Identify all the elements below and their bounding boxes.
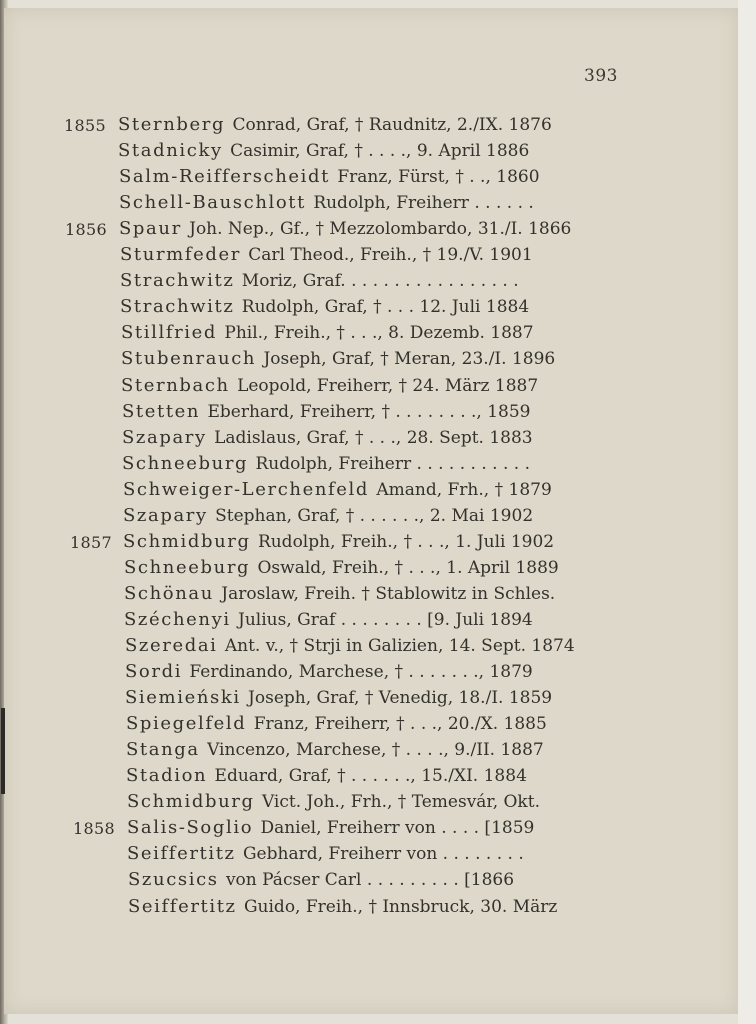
entry-name: [123, 531, 554, 552]
entry-details: Ant. v., † Strji in Galizien, 14. Sept. 1874: [224, 636, 575, 656]
entry-year: 1857: [70, 532, 112, 552]
entry-surname: Széchenyi: [124, 608, 231, 630]
entry-details: Ladislaus, Graf, † . . ., 28. Sept. 1883: [214, 427, 533, 448]
entry-surname: Salis-Soglio: [127, 817, 254, 839]
entry-name: [124, 609, 533, 630]
entry-row: [0, 529, 756, 555]
entry-name: [119, 192, 534, 213]
entry-surname: Seiffertitz: [128, 895, 237, 917]
entry-details: Eberhard, Freiherr, † . . . . . . . ., 1859: [207, 401, 531, 422]
entry-details: Franz, Freiherr, † . . ., 20./X. 1885: [253, 714, 547, 735]
entry-name: [121, 348, 555, 369]
entry-surname: Stadion: [126, 765, 208, 787]
entry-details: Amand, Frh., † 1879: [376, 479, 552, 500]
entry-row: [0, 190, 756, 216]
entry-surname: Schneeburg: [122, 452, 249, 474]
entry-details: Ferdinando, Marchese, † . . . . . . ., 1879: [189, 662, 533, 683]
entry-details: Oswald, Freih., † . . ., 1. April 1889: [257, 557, 559, 578]
entry-name: [120, 296, 529, 317]
entry-row: [0, 633, 756, 659]
entry-surname: Szapary: [123, 504, 208, 526]
entry-row: [0, 894, 756, 920]
entry-surname: Schmidburg: [123, 530, 251, 552]
entry-details: Casimir, Graf, † . . . ., 9. April 1886: [230, 141, 530, 162]
entry-details: Joseph, Graf, † Venedig, 18./I. 1859: [248, 688, 553, 709]
entry-name: [120, 270, 519, 291]
entry-name: [122, 401, 531, 422]
entry-row: [0, 399, 756, 425]
entry-surname: Stillfried: [121, 322, 218, 344]
entry-row: [0, 763, 756, 789]
entry-surname: Stubenrauch: [121, 348, 257, 370]
entry-details: Moriz, Graf. . . . . . . . . . . . . . . . .: [241, 271, 519, 292]
entry-row: [0, 711, 756, 737]
entry-surname: Sternbach: [121, 374, 230, 396]
entry-name: [126, 713, 547, 734]
entry-details: Stephan, Graf, † . . . . . ., 2. Mai 1902: [215, 505, 534, 526]
entry-details: Joseph, Graf, † Meran, 23./I. 1896: [263, 349, 556, 370]
entry-year: 1856: [65, 220, 107, 240]
entry-name: [127, 791, 540, 812]
entry-surname: Sturmfeder: [120, 244, 241, 266]
entry-row: [0, 685, 756, 711]
entry-surname: Stadnicky: [118, 140, 223, 162]
entry-surname: Sternberg: [118, 114, 226, 135]
entry-name: [119, 218, 571, 239]
entry-details: Conrad, Graf, † Raudnitz, 2./IX. 1876: [232, 115, 552, 135]
entry-row: [0, 581, 756, 607]
entry-row: [0, 477, 756, 503]
entry-name: [121, 322, 534, 343]
entry-name: [125, 661, 533, 682]
entry-row: [0, 841, 756, 867]
entry-surname: Szucsics: [128, 869, 219, 891]
entry-row: [0, 451, 756, 477]
entry-surname: Salm-Reifferscheidt: [119, 166, 330, 188]
entry-name: [119, 166, 540, 187]
entry-surname: Spiegelfeld: [126, 713, 247, 735]
entry-details: Rudolph, Graf, † . . . 12. Juli 1884: [241, 297, 530, 318]
entry-row: [0, 867, 756, 893]
entry-row: [0, 815, 756, 841]
entry-year: 1858: [73, 819, 115, 839]
entry-row: [0, 555, 756, 581]
entry-name: [118, 114, 552, 135]
entry-row: [0, 659, 756, 685]
entry-row: [0, 346, 756, 372]
entry-name: [128, 869, 514, 890]
entry-surname: Spaur: [119, 218, 182, 240]
entry-details: Rudolph, Freiherr . . . . . . . . . . .: [255, 453, 530, 474]
entry-details: Jaroslaw, Freih. † Stablowitz in Schles.: [221, 583, 556, 604]
entry-name: [125, 635, 575, 656]
entry-surname: Siemieński: [125, 687, 241, 709]
entry-row: [0, 320, 756, 346]
entry-row: [0, 242, 756, 268]
entry-details: Julius, Graf . . . . . . . . [9. Juli 1894: [238, 609, 533, 630]
entry-details: Rudolph, Freiherr . . . . . .: [313, 193, 534, 214]
entry-surname: Seiffertitz: [127, 843, 236, 865]
entry-name: [118, 140, 529, 161]
entry-year: 1855: [64, 116, 106, 135]
entry-details: Phil., Freih., † . . ., 8. Dezemb. 1887: [224, 323, 534, 344]
entry-surname: Stetten: [122, 400, 201, 422]
entry-name: [122, 427, 533, 448]
entry-surname: Schweiger-Lerchenfeld: [123, 478, 370, 500]
entry-row: [0, 268, 756, 294]
entry-name: [123, 505, 533, 526]
entry-details: Joh. Nep., Gf., † Mezzolombardo, 31./I. 1866: [189, 219, 572, 240]
entry-name: [121, 375, 538, 396]
entry-row: [0, 138, 756, 164]
entry-name: [126, 739, 544, 760]
entry-surname: Stanga: [126, 739, 200, 761]
entry-name: [128, 896, 557, 917]
entry-details: Vincenzo, Marchese, † . . . ., 9./II. 1887: [207, 740, 544, 761]
entry-surname: Schönau: [124, 582, 214, 604]
entry-details: Guido, Freih., † Innsbruck, 30. März: [243, 896, 558, 917]
entry-row: [0, 216, 756, 242]
entry-name: [126, 765, 527, 786]
entry-surname: Strachwitz: [120, 296, 235, 318]
entry-row: [0, 373, 756, 399]
entry-name: [123, 479, 552, 500]
entry-details: Franz, Fürst, † . ., 1860: [337, 167, 540, 188]
entry-name: [124, 583, 555, 604]
entry-row: [0, 503, 756, 529]
entry-row: [0, 737, 756, 763]
entry-surname: Schneeburg: [124, 556, 251, 578]
entry-details: Vict. Joh., Frh., † Temesvár, Okt.: [261, 792, 540, 813]
entry-name: [120, 244, 533, 265]
entry-name: [124, 557, 559, 578]
entry-row: [0, 112, 756, 138]
entry-surname: Schmidburg: [127, 791, 255, 813]
entry-surname: Schell-Bauschlott: [119, 192, 306, 214]
entry-name: [125, 687, 552, 708]
entry-row: [0, 164, 756, 190]
entry-details: Gebhard, Freiherr von . . . . . . . .: [242, 844, 524, 865]
entry-details: Eduard, Graf, † . . . . . ., 15./XI. 1884: [214, 766, 527, 787]
entry-surname: Szapary: [122, 426, 207, 448]
entry-name: [127, 817, 534, 838]
entry-surname: Sordi: [125, 661, 183, 683]
entry-row: [0, 294, 756, 320]
entry-surname: Strachwitz: [120, 270, 235, 292]
entry-details: Daniel, Freiherr von . . . . [1859: [260, 818, 535, 839]
entry-name: [122, 453, 530, 474]
entry-name: [127, 843, 524, 864]
entry-row: [0, 789, 756, 815]
entry-surname: Szeredai: [125, 635, 218, 656]
entry-details: Rudolph, Freih., † . . ., 1. Juli 1902: [257, 531, 555, 552]
page-number: 393: [584, 66, 618, 86]
entry-row: [0, 607, 756, 633]
entry-details: Carl Theod., Freih., † 19./V. 1901: [248, 245, 533, 266]
entry-details: von Pácser Carl . . . . . . . . . [1866: [225, 870, 515, 891]
entry-row: [0, 425, 756, 451]
entry-details: Leopold, Freiherr, † 24. März 1887: [237, 375, 539, 396]
